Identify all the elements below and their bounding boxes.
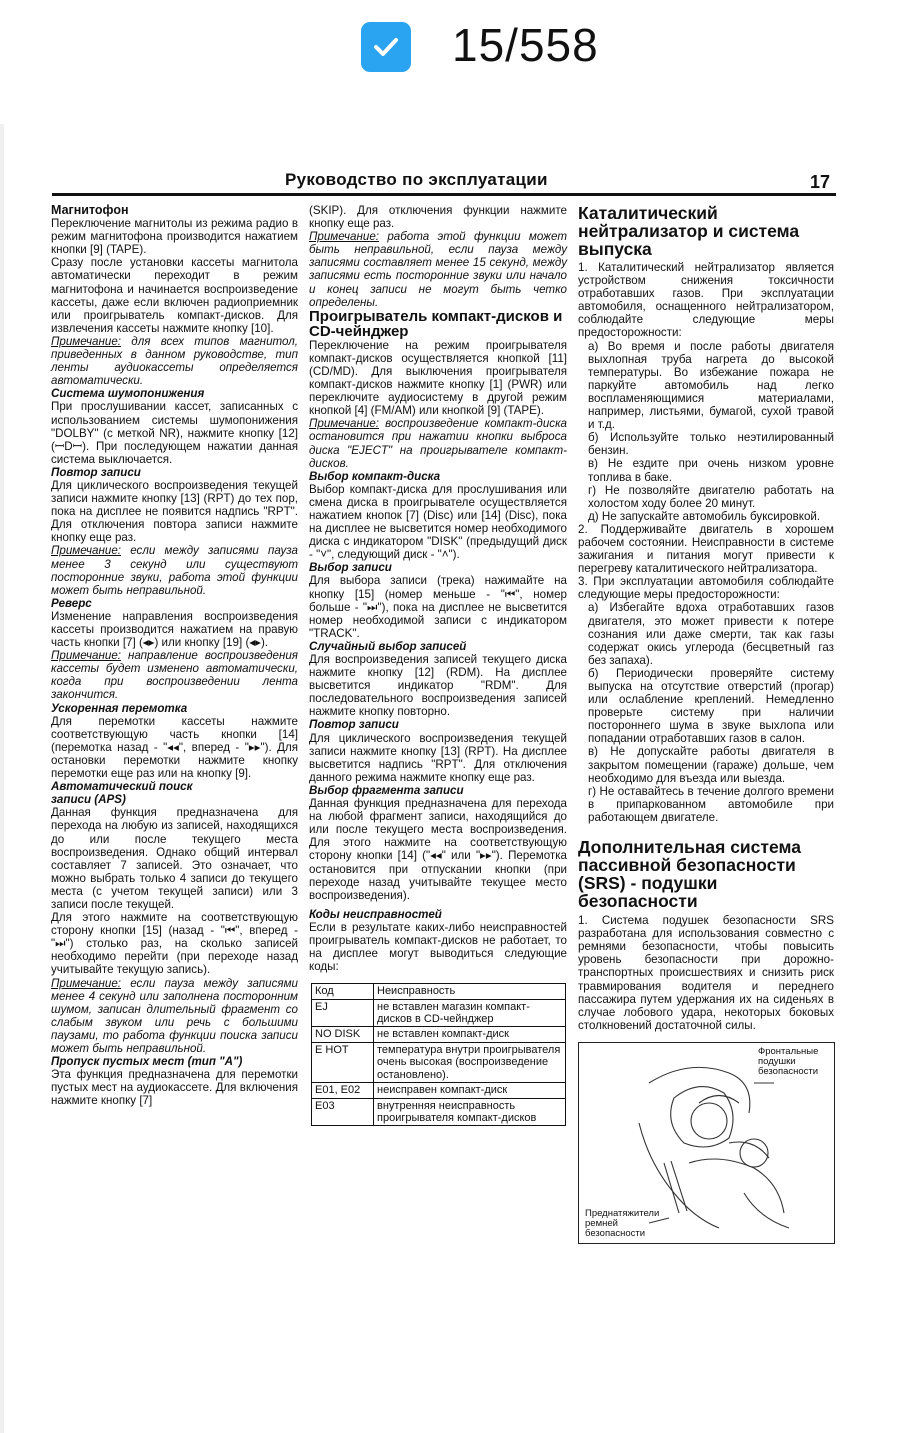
paragraph: 2. Поддерживайте двигатель в хорошем рабочем состоянии. Неисправности в системе зажигания и питания могут привести к перегреву каталитического нейтрализатора. [578,522,834,576]
subheading: Повтор записи [309,718,399,732]
table-row [312,1042,566,1082]
paragraph: Данная функция предназначена для перехода на любую из записей, находящихся до или после текущего места воспроизведения. Однако общий интервал составляет 7 записей. Это означает, что можно выбрать только 4 записи до текущего места (с учетом текущей записи) или 3 записи после текущей. [51,806,298,911]
table-row [312,1083,566,1098]
page-title: Руководство по эксплуатации [285,170,548,189]
subheading: Выбор фрагмента записи [309,783,464,797]
subheading: Случайный выбор записей [309,639,467,653]
fault-codes-table [311,983,566,1126]
paragraph: Для циклического воспроизведения текущей записи нажмите кнопку [13] (RPT). На дисплее высветится надпись "RPT". Для отключения данного режима нажмите кнопку еще раз. [309,731,567,784]
subheading: Коды неисправностей [309,907,442,921]
table-cell: температура внутри проигрывателя очень высокая (воспроизведение остановлено). [374,1042,566,1082]
subheading: Выбор записи [309,561,392,575]
subheading: Ускоренная перемотка [51,701,188,715]
paragraph: Эта функция предназначена для перемотки пустых мест на аудиокассете. Для включения нажмите кнопку [7] [51,1068,298,1108]
paragraph: Сразу после установки кассеты магнитола автоматически переходит в режим магнитофона и начинается воспроизведение кассеты, даже если включен радиоприемник или проигрыватель компакт-дисков. Для извлечения кассеты нажмите кнопку [10]. [51,256,298,335]
paragraph: Для перемотки кассеты нажмите соответствующую часть кнопки [14] (перемотка назад - "◂◂", вперед - "▸▸"). Для остановки перемотки нажмите кнопку перемотки еще раз или на кнопку [9]. [51,714,298,781]
table-row [312,1027,566,1042]
list-item: в) Не допускайте работы двигателя в закрытом помещении (гараже) дольше, чем необходимо для въезда или выезда. [588,745,834,785]
list-item: б) Используйте только неэтилированный бензин. [588,431,834,458]
paragraph: Изменение направления воспроизведения кассеты производится нажатием на правую часть кнопки [7] (◂▸) или кнопку [19] (◂▸). [51,609,298,650]
table-cell: E HOT [312,1042,374,1082]
subheading: Пропуск пустых мест (тип "A") [51,1055,243,1069]
paragraph: Переключение на режим проигрывателя компакт-дисков осуществляется кнопкой [11] (CD/MD). Для выключения проигрывателя компакт-дисков нажмите кнопку [1] (PWR) или переключите аудиосистему в другой режим кнопкой [4] (FM/AM) или кнопкой [9] (TAPE). [309,338,567,418]
subheading: Повтор записи [51,465,141,479]
note-text: для всех типов магнитол, приведенных в данном руководстве, тип ленты аудиокассеты определяется автоматически. [51,334,298,388]
table-cell: E01, E02 [312,1083,374,1098]
table-header-row [312,984,566,999]
note-label: Примечание: [51,334,121,348]
table-cell: EJ [312,999,374,1027]
paragraph: Данная функция предназначена для перехода на любой фрагмент записи, находящийся до или после текущего места воспроизведения. Для этого нажмите на соответствующую сторону кнопки [14] ("◂◂" или "▸▸"). Перемотка остановится при отпускании кнопки (при переходе назад учитывайте текущее место воспроизведения). [309,797,567,902]
table-cell: E03 [312,1098,374,1126]
note [51,335,298,387]
header-divider [52,193,836,196]
note-label: Примечание: [51,544,121,558]
column-2 [309,204,567,1126]
airbag-illustration [578,1042,835,1244]
figure-label: Фронтальные подушки безопасности [758,1045,819,1077]
subheading: Реверс [51,596,92,610]
paragraph: (SKIP). Для отключения функции нажмите кнопку еще раз. [309,204,567,231]
list-item: а) Избегайте вдоха отработавших газов двигателя, это может привести к потере сознания или даже смерти, так как газы содержат окись углерода (бесцветный газ без запаха). [588,601,834,667]
note-label: Примечание: [309,417,379,431]
viewer-toolbar [0,0,922,120]
note-text: работа этой функции может быть неправильной, если пауза между записями составляет менее 15 секунд, между записями есть посторонние звуки или начало и конец записи не могут быть четко определены. [309,230,567,309]
column-3 [578,204,834,1244]
section-heading: Проигрыватель компакт-дисков и CD-чейнджер [309,307,563,340]
table-cell: не вставлен магазин компакт-дисков в CD-чейнджер [374,999,566,1027]
list-item: а) Во время и после работы двигателя выхлопная труба нагрета до высокой температуры. Во избежание пожара не паркуйте автомобиль над легко воспламеняющимися материалами, например, листьями, бумагой, сухой травой и т.д. [588,339,834,432]
paragraph: 1. Система подушек безопасности SRS разработана для использования совместно с ремнями безопасности, чтобы повысить уровень безопасности при дорожно-транспортных происшествиях и снизить риск травмирования водителя и переднего пассажира путем удержания их на сиденьях в случае лобового удара, некоторых боковых столкновений достаточной силы. [578,914,834,1032]
select-checkbox[interactable] [361,22,411,72]
page-counter: 15/558 [452,19,599,71]
section-heading: Дополнительная система пассивной безопасности (SRS) - подушки безопасности [578,837,801,912]
table-row [312,1098,566,1126]
table-header-cell: Код [312,984,374,999]
list-item: в) Не ездите при очень низком уровне топлива в баке. [588,457,834,484]
paragraph: Для воспроизведения записей текущего диска нажмите кнопку [12] (RDM). На дисплее высветится индикатор "RDM". Для последовательного воспроизведения записей нажмите кнопку повторно. [309,653,567,719]
subheading: записи (APS) [51,793,126,807]
note [309,230,567,309]
table-cell: неисправен компакт-диск [374,1083,566,1098]
note-text: направление воспроизведения кассеты будет изменено автоматически, когда при воспроизведении лента закончится. [51,649,298,702]
figure-label: Преднатяжители ремней безопасности [585,1207,660,1239]
table-cell: не вставлен компакт-диск [374,1027,566,1042]
note-text: если пауза между записями менее 4 секунд или заполнена посторонним шумом, записан длительный фрагмент со слабым звуком или речь с большими паузами, то работа функции поиска записи может быть неправильной. [51,976,298,1055]
note [51,544,298,596]
page-number: 17 [810,172,831,192]
table-header-cell: Неисправность [374,984,566,999]
paragraph: 3. При эксплуатации автомобиля соблюдайте следующие меры предосторожности: [578,575,834,602]
list-item: г) Не позволяйте двигателю работать на холостом ходу более 20 минут. [588,483,834,510]
section-heading: Магнитофон [51,203,129,217]
note [51,977,298,1056]
table-row [312,999,566,1027]
paragraph: Для этого нажмите на соответствующую сторону кнопки [15] (назад - "⏮", вперед - "⏭") столько раз, на сколько записей необходимо перейти (при переходе назад учитывайте текущую запись). [51,911,298,977]
note-text: воспроизведение компакт-диска остановится при нажатии кнопки выброса диска "EJECT" на проигрывателе компакт-дисков. [309,417,567,470]
note-text: если между записями пауза менее 3 секунд или существуют посторонние звуки, работа этой функции может быть неправильной. [51,544,298,597]
paragraph: Для циклического воспроизведения текущей записи нажмите кнопку [13] (RPT) до тех пор, пока на дисплее не появится надпись "RPT". Для отключения повтора записи нажмите кнопку еще раз. [51,478,298,545]
check-icon [370,31,402,63]
paragraph: Выбор компакт-диска для прослушивания или смена диска в проигрывателе осуществляется нажатием кнопок [7] (Disc) или [14] (Disc), пока на дисплее не высветится номер необходимого диска с индикатором "DISK" (предыдущий диск - "˅", следующий диск - "˄"). [309,482,567,562]
note [51,649,298,701]
section-heading: Каталитический нейтрализатор и система выпуска [578,203,800,259]
table-cell: внутренняя неисправность проигрывателя компакт-дисков [374,1098,566,1126]
paragraph: Для выбора записи (трека) нажимайте на кнопку [15] (номер меньше - "⏮", номер больше - "⏭"), пока на дисплее не высветится номер необходимой записи с индикатором "TRACK". [309,574,567,640]
table-cell: NO DISK [312,1027,374,1042]
column-1 [51,204,298,1107]
note [309,417,567,469]
list-item: б) Периодически проверяйте систему выпуска на отсутствие отверстий (прогар) или ослабление креплений. Немедленно проверьте систему при наличии постороннего шума в звуке выхлопа или попадании отработавших газов в салон. [588,666,834,746]
paragraph: 1. Каталитический нейтрализатор является устройством снижения токсичности отработавших газов. При эксплуатации автомобиля, оснащенного нейтрализатором, соблюдайте следующие меры предосторожности: [578,261,834,340]
note-label: Примечание: [309,230,379,244]
list-item: г) Не оставайтесь в течение долгого времени в припаркованном автомобиле при работающем двигателе. [588,784,834,824]
paragraph: Переключение магнитолы из режима радио в режим магнитофона производится нажатием кнопки [9] (TAPE). [51,217,298,257]
paragraph: При прослушивании кассет, записанных с использованием системы шумопонижения "DOLBY" (с меткой NR), нажмите кнопку [12] (ꟷDꟷ). При последующем нажатии данная система выключается. [51,400,298,466]
subheading: Автоматический поиск [51,780,193,794]
list-item: д) Не запускайте автомобиль буксировкой. [588,509,821,523]
note-label: Примечание: [51,649,121,663]
paragraph: Если в результате каких-либо неисправностей проигрыватель компакт-дисков не работает, то на дисплее могут выводиться следующие коды: [309,920,567,974]
subheading: Выбор компакт-диска [309,469,441,483]
subheading: Система шумопонижения [51,387,205,401]
note-label: Примечание: [51,976,121,990]
